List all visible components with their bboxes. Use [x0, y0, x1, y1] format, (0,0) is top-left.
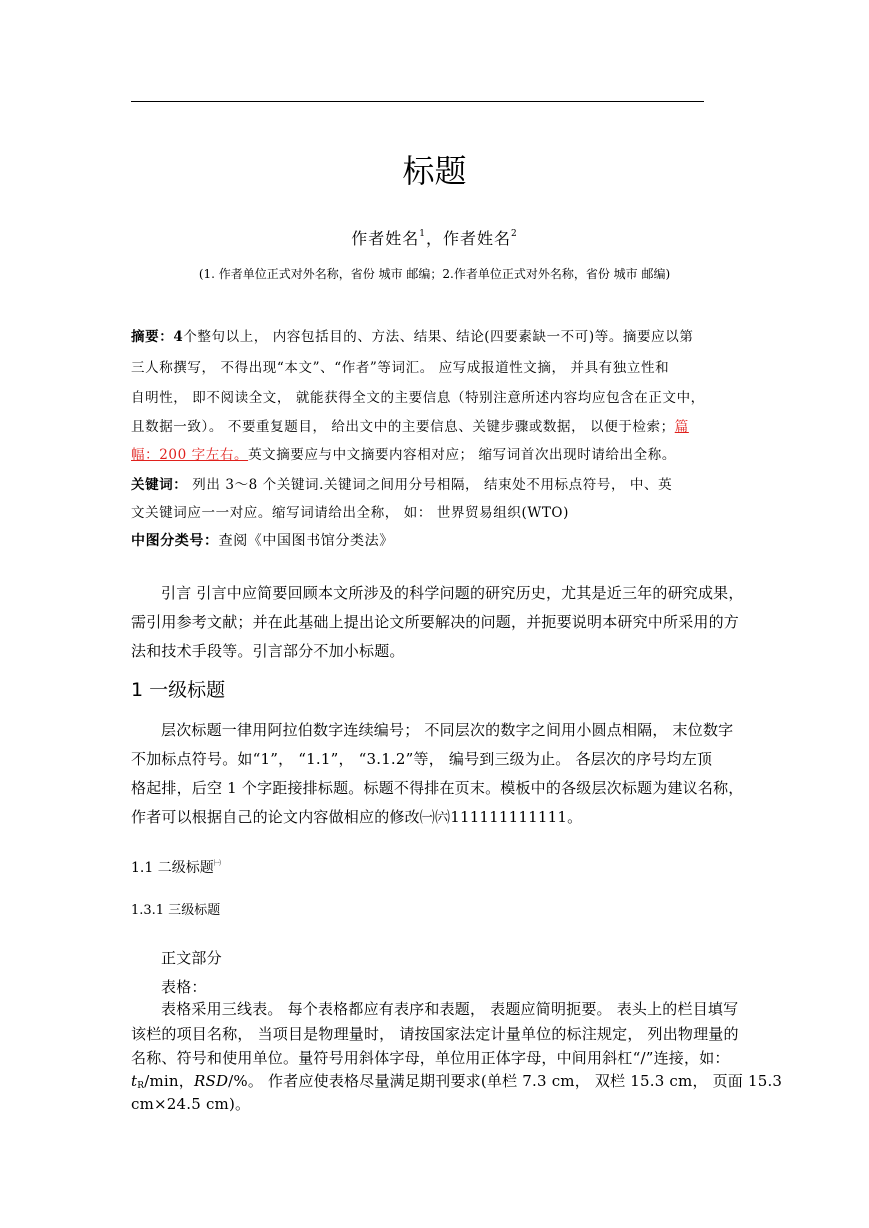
- table-para-line-5: cm×24.5 cm)。: [131, 1095, 251, 1113]
- table-para-text: /%。 作者应使表格尽量满足期刊要求(单栏 7.3 cm， 双栏 15.3 cm， 页面 15.3: [228, 1072, 783, 1090]
- affiliation: (1. 作者单位正式对外名称，省份 城市 邮编；2.作者单位正式对外名称，省份 城市 邮编): [198, 267, 671, 281]
- classification-value: 查阅《中国图书馆分类法》: [218, 533, 394, 549]
- author-name-1: 作者姓名: [351, 229, 420, 248]
- heading-2-number: 1.1: [131, 860, 158, 876]
- paper-title: 标题: [402, 152, 467, 190]
- abstract-count: 4: [173, 329, 184, 345]
- symbol-t-subscript: R: [137, 1081, 145, 1091]
- table-label: 表格：: [161, 978, 207, 996]
- abstract-label: 摘要：: [131, 329, 174, 345]
- author-separator: ，: [425, 229, 443, 248]
- symbol-t: t: [131, 1072, 138, 1090]
- keywords-line-1: [131, 473, 672, 493]
- classification-line: [131, 530, 394, 550]
- author-line: [0, 226, 869, 249]
- abstract-text: 且数据一致）。 不要重复题目， 给出文中的主要信息、关键步骤或数据， 以便于检索；: [131, 419, 675, 435]
- keywords-text: 列出 3～8 个关键词.关键词之间用分号相隔， 结束处不用标点符号， 中、英: [187, 477, 673, 493]
- heading-2-text: 二级标题: [157, 860, 214, 876]
- intro-line-1: 引言 引言中应简要回顾本文所涉及的科学问题的研究历史，尤其是近三年的研究成果，: [161, 584, 744, 602]
- classification-label: 中图分类号：: [131, 533, 219, 549]
- keywords-label: 关键词：: [131, 477, 188, 493]
- unit-text: /min，: [144, 1072, 194, 1090]
- abstract-line-4: [131, 415, 689, 435]
- intro-line-3: 法和技术手段等。引言部分不加小标题。: [131, 642, 405, 660]
- main-text-label: 正文部分: [161, 949, 222, 967]
- author-affil-1: 1: [419, 229, 426, 239]
- header-rule: [131, 101, 704, 102]
- keywords-line-2: 文关键词应一一对应。缩写词请给出全称， 如： 世界贸易组织(WTO): [131, 505, 569, 521]
- abstract-length-note: 幅：200 字左右。: [131, 447, 249, 463]
- abstract-line-2: 三人称撰写， 不得出现“本文”、“作者”等词汇。 应写成报道性文摘， 并具有独立性和: [131, 360, 670, 376]
- abstract-length-note: 篇: [674, 419, 689, 435]
- section1-line-4: 作者可以根据自己的论文内容做相应的修改㈠㈥111111111111。: [131, 808, 583, 826]
- table-para-line-4: [131, 1070, 782, 1091]
- heading-level-2: [131, 857, 221, 877]
- author-name-2: 作者姓名: [443, 229, 512, 248]
- table-para-line-1: 表格采用三线表。 每个表格都应有表序和表题， 表题应简明扼要。 表头上的栏目填写: [161, 1000, 739, 1018]
- heading-level-1: 1 一级标题: [131, 679, 226, 701]
- intro-line-2: 需引用参考文献；并在此基础上提出论文所要解决的问题，并扼要说明本研究中所采用的方: [131, 613, 740, 631]
- abstract-text: 英文摘要应与中文摘要内容相对应； 缩写词首次出现时请给出全称。: [248, 447, 676, 463]
- symbol-rsd: RSD: [193, 1072, 229, 1090]
- heading-level-3: 1.3.1 三级标题: [131, 903, 221, 918]
- heading-2-mark: ㈠: [213, 859, 221, 867]
- abstract-line-3: 自明性， 即不阅读全文， 就能获得全文的主要信息（特别注意所述内容均应包含在正文中，: [131, 390, 705, 406]
- abstract-line-1: [131, 325, 693, 345]
- abstract-line-5: [131, 443, 676, 463]
- table-para-line-2: 该栏的项目名称， 当项目是物理量时， 请按国家法定计量单位的标注规定， 列出物理量的: [131, 1025, 739, 1043]
- table-para-line-3: 名称、符号和使用单位。量符号用斜体字母，单位用正体字母，中间用斜杠“/”连接，如：: [131, 1049, 730, 1067]
- section1-line-2: 不加标点符号。如“1”， “1.1”， “3.1.2”等， 编号到三级为止。 各层次的序号均左顶: [131, 750, 713, 768]
- author-affil-2: 2: [511, 229, 518, 239]
- section1-line-1: 层次标题一律用阿拉伯数字连续编号； 不同层次的数字之间用小圆点相隔， 末位数字: [161, 721, 734, 739]
- abstract-text: 个整句以上， 内容包括目的、方法、结果、结论(四要素缺一不可)等。摘要应以第: [183, 329, 694, 345]
- section1-line-3: 格起排，后空 1 个字距接排标题。标题不得排在页末。模板中的各级层次标题为建议名称，: [131, 779, 744, 797]
